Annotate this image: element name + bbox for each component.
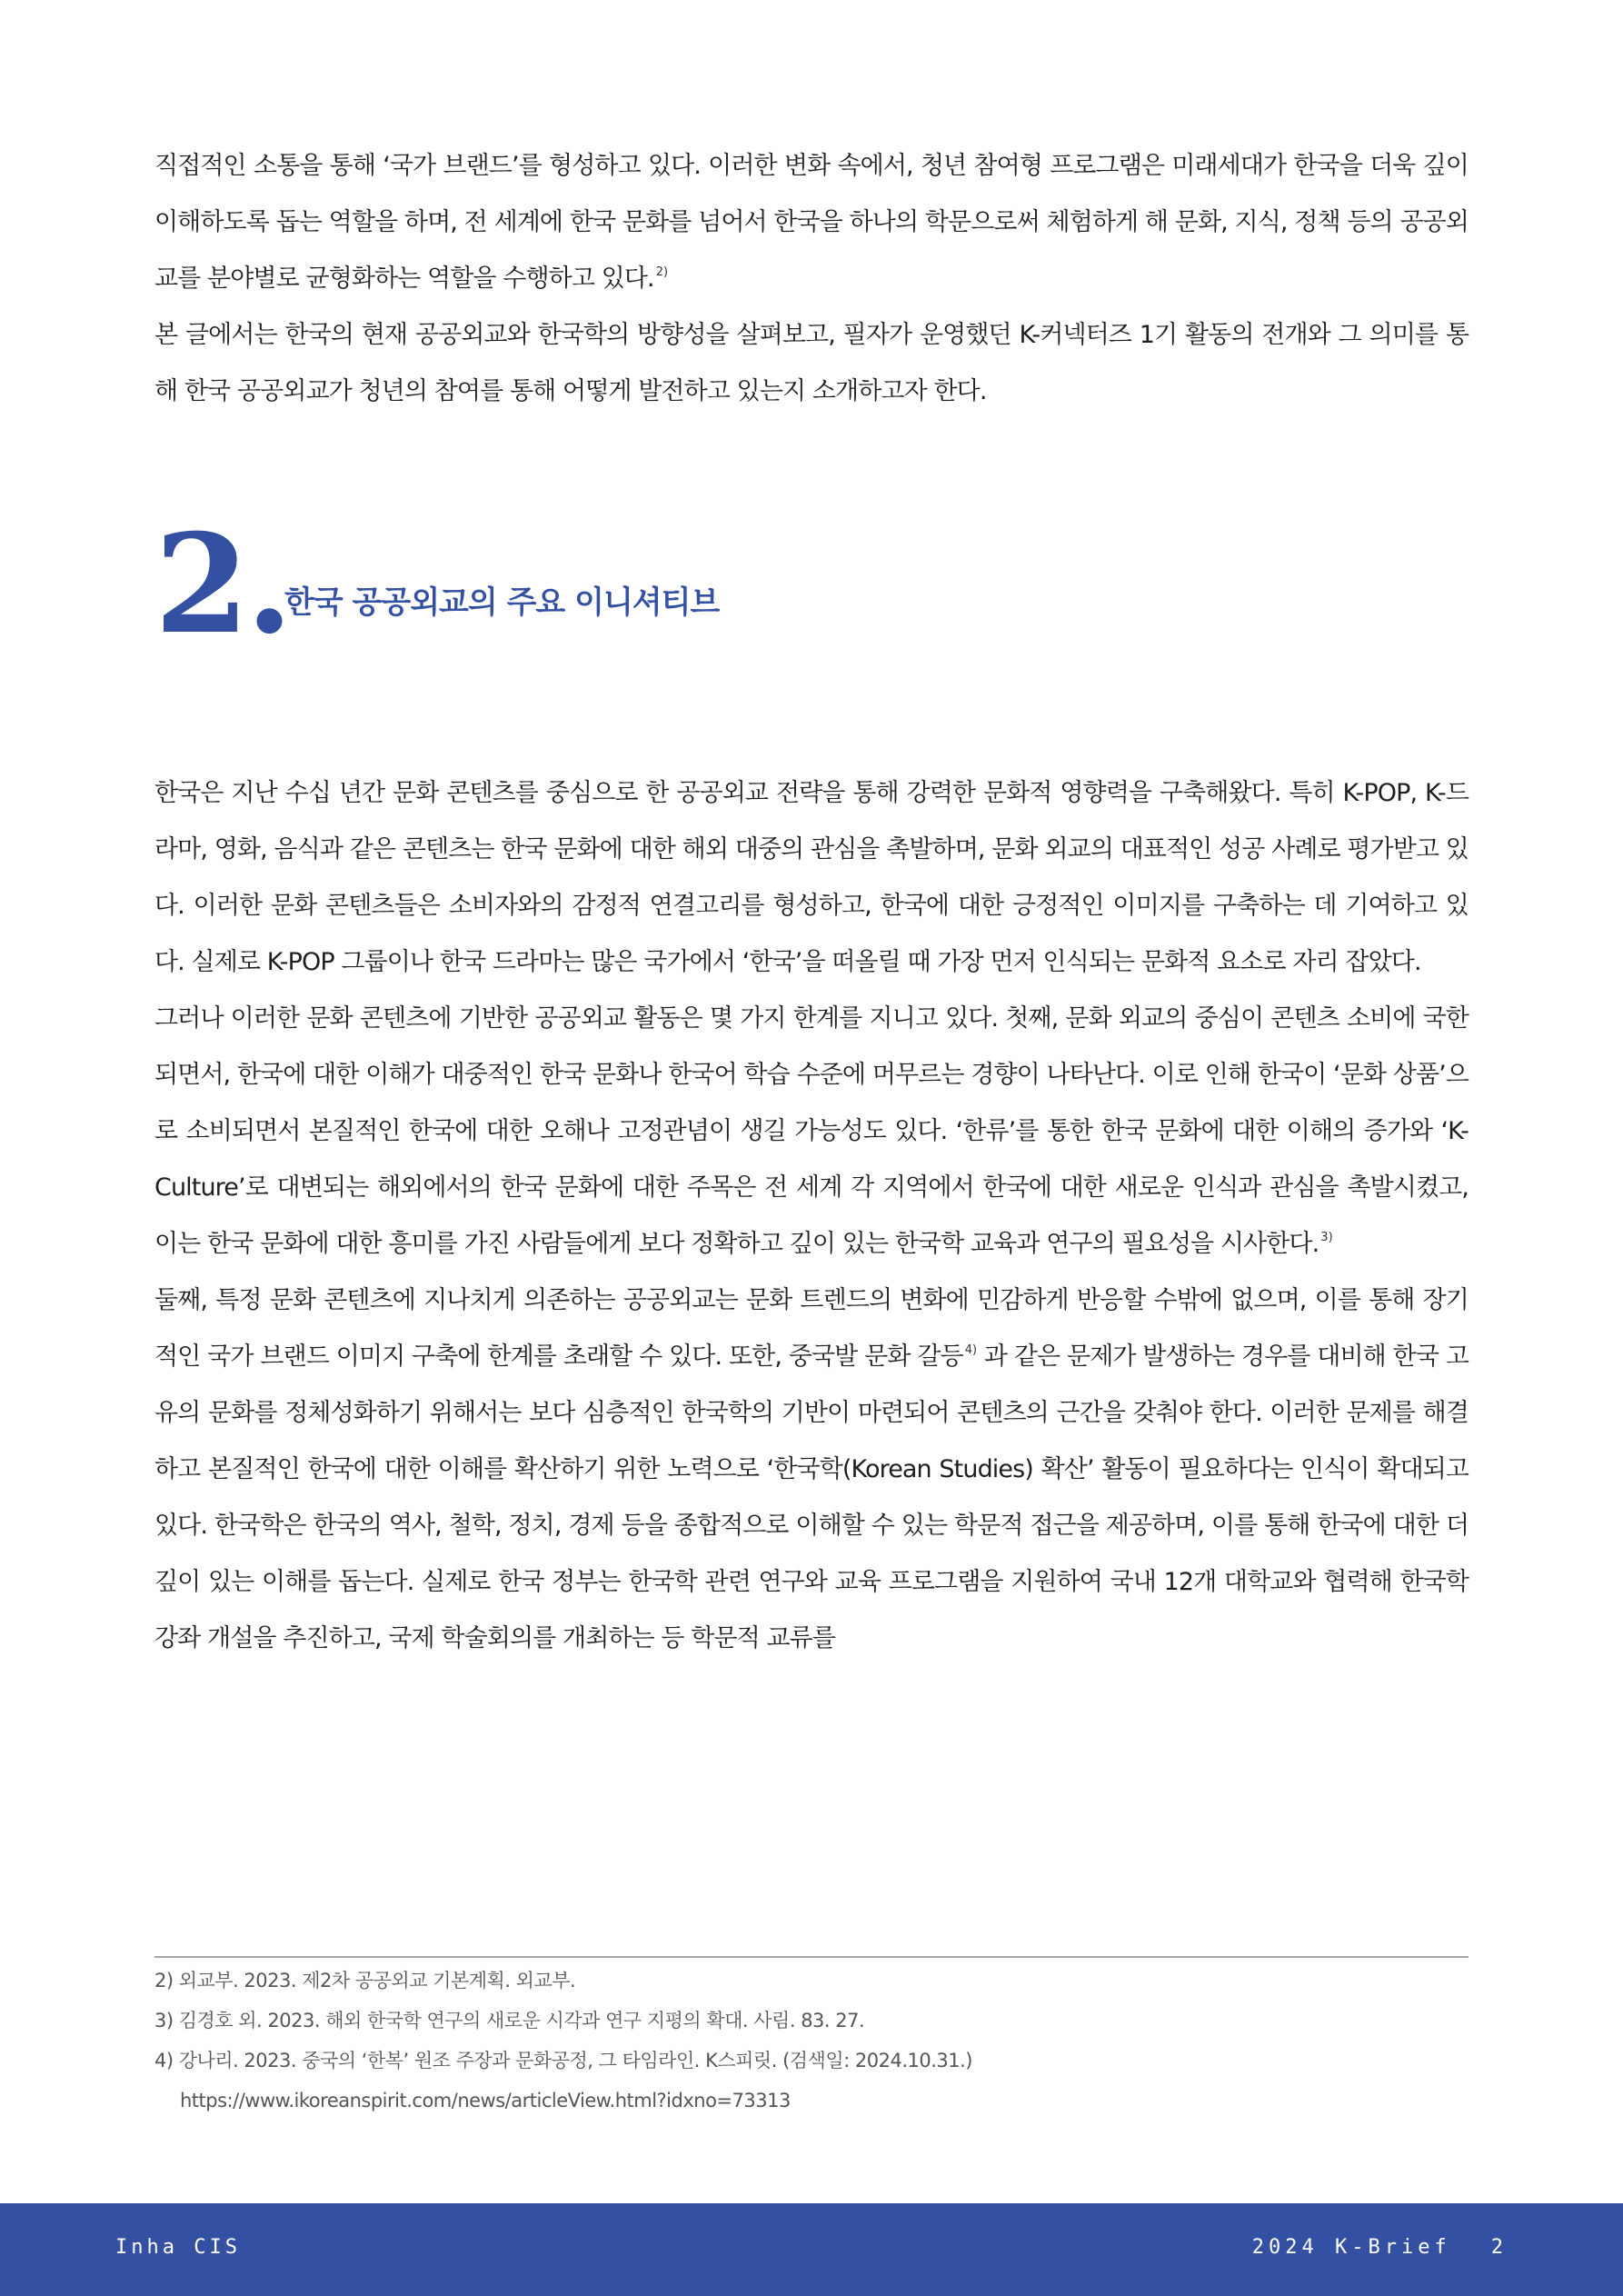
body-paragraph-1: 한국은 지난 수십 년간 문화 콘텐츠를 중심으로 한 공공외교 전략을 통해 강력한 문화적 영향력을 구축해왔다. 특히 K-POP, K-드라마, 영화, 음식과 같은 콘텐츠는 한국 문화에 대한 해외 대중의 관심을 촉발하며, 문화 외교의 대표적인 성공 사례로 평가받고 있다. 이러한 문화 콘텐츠들은 소비자와의 감정적 연결고리를 형성하고, 한국에 대한 긍정적인 이미지를 구축하는 데 기여하고 있다. 실제로 K-POP 그룹이나 한국 드라마는 많은 국가에서 ‘한국’을 떠올릴 때 가장 먼저 인식되는 문화적 요소로 자리 잡았다. — [154, 779, 1469, 976]
body-paragraph-3-text-a: 둘째, 특정 문화 콘텐츠에 지나치게 의존하는 공공외교는 문화 트렌드의 변화에 민감하게 반응할 수밖에 없으며, 이를 통해 장기적인 국가 브랜드 이미지 구축에 한계를 초래할 수 있다. 또한, 중국발 문화 갈등 — [154, 1286, 1469, 1371]
footnote-ref-4[interactable]: 4) — [964, 1343, 978, 1357]
footer-brief-title: 2024 K-Brief — [1251, 2236, 1451, 2259]
body-paragraph-3 — [154, 1273, 1469, 1667]
footnote-divider — [154, 1956, 1469, 1958]
intro-paragraph-1-text: 직접적인 소통을 통해 ‘국가 브랜드’를 형성하고 있다. 이러한 변화 속에서, 청년 참여형 프로그램은 미래세대가 한국을 더욱 깊이 이해하도록 돕는 역할을 하며, 전 세계에 한국 문화를 넘어서 한국을 하나의 학문으로써 체험하게 해 문화, 지식, 정책 등의 공공외교를 분야별로 균형화하는 역할을 수행하고 있다. — [154, 152, 1469, 293]
page-number: 2 — [1490, 2236, 1508, 2259]
intro-paragraph-1 — [154, 138, 1469, 307]
footnote-4 — [154, 2047, 1469, 2114]
footnote-4-text: 4) 강나리. 2023. 중국의 ‘한복’ 원조 주장과 문화공정, 그 타임라인. K스피릿. (검색일: 2024.10.31.) — [154, 2050, 972, 2071]
intro-paragraph-2: 본 글에서는 한국의 현재 공공외교와 한국학의 방향성을 살펴보고, 필자가 운영했던 K-커넥터즈 1기 활동의 전개와 그 의미를 통해 한국 공공외교가 청년의 참여를 통해 어떻게 발전하고 있는지 소개하고자 한다. — [154, 321, 1469, 405]
footer-publication — [1252, 2236, 1508, 2259]
footnote-2: 2) 외교부. 2023. 제2차 공공외교 기본계획. 외교부. — [154, 1970, 576, 1992]
intro-section — [154, 138, 1469, 420]
section-title: 한국 공공외교의 주요 이니셔티브 — [284, 584, 720, 621]
section-number: 2. — [154, 504, 290, 664]
body-paragraph-2 — [154, 991, 1469, 1273]
body-paragraph-3-text-b: 과 같은 문제가 발생하는 경우를 대비해 한국 고유의 문화를 정체성화하기 위해서는 보다 심층적인 한국학의 기반이 마련되어 콘텐츠의 근간을 갖춰야 한다. 이러한 문제를 해결하고 본질적인 한국에 대한 이해를 확산하기 위한 노력으로 ‘한국학(Korean Studies) 확산’ 활동이 필요하다는 인식이 확대되고 있다. 한국학은 한국의 역사, 철학, 정치, 경제 등을 종합적으로 이해할 수 있는 학문적 접근을 제공하며, 이를 통해 한국에 대한 더 깊이 있는 이해를 돕는다. 실제로 한국 정부는 한국학 관련 연구와 교육 프로그램을 지원하여 국내 12개 대학교와 협력해 한국학 강좌 개설을 추진하고, 국제 학술회의를 개최하는 등 학문적 교류를 — [154, 1343, 1469, 1652]
footnotes — [154, 1967, 1469, 2127]
footnote-4-link[interactable]: https://www.ikoreanspirit.com/news/articleView.html?idxno=73313 — [180, 2090, 791, 2111]
body-paragraph-2-text: 그러나 이러한 문화 콘텐츠에 기반한 공공외교 활동은 몇 가지 한계를 지니고 있다. 첫째, 문화 외교의 중심이 콘텐츠 소비에 국한되면서, 한국에 대한 이해가 대중적인 한국 문화나 한국어 학습 수준에 머무르는 경향이 나타난다. 이로 인해 한국이 ‘문화 상품’으로 소비되면서 본질적인 한국에 대한 오해나 고정관념이 생길 가능성도 있다. ‘한류’를 통한 한국 문화에 대한 이해의 증가와 ‘K-Culture’로 대변되는 해외에서의 한국 문화에 대한 주목은 전 세계 각 지역에서 한국에 대한 새로운 인식과 관심을 촉발시켰고, 이는 한국 문화에 대한 흥미를 가진 사람들에게 보다 정확하고 깊이 있는 한국학 교육과 연구의 필요성을 시사한다. — [154, 1004, 1469, 1258]
body-section — [154, 765, 1469, 1667]
footnote-ref-2[interactable]: 2) — [655, 265, 669, 279]
page-footer — [0, 2203, 1623, 2296]
footer-org: Inha CIS — [115, 2236, 241, 2259]
footnote-ref-3[interactable]: 3) — [1320, 1231, 1333, 1244]
footnote-3: 3) 김경호 외. 2023. 해외 한국학 연구의 새로운 시각과 연구 지평의 확대. 사림. 83. 27. — [154, 2010, 865, 2031]
